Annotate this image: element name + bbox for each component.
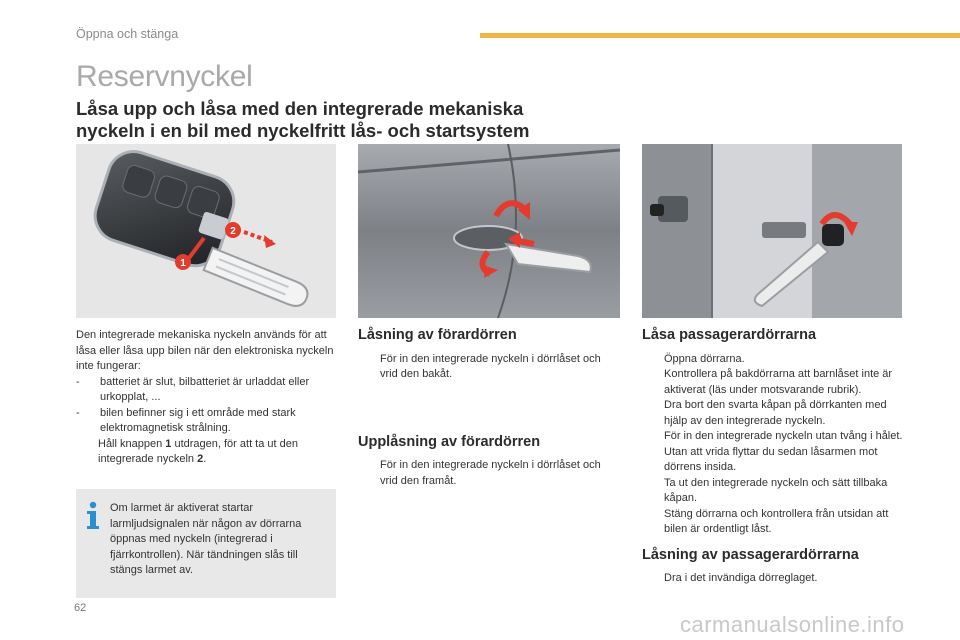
list-item: För in den integrerade nyckeln utan tvång i hålet. Utan att vrida flyttar du sedan låsarmen mot dörrens insida. bbox=[664, 430, 903, 473]
section-heading: Låsa passagerardörrarna bbox=[642, 327, 817, 343]
passenger-door-illustration bbox=[642, 144, 902, 318]
list-item: Kontrollera på bakdörrarna att barnlåset inte är aktiverat (läs under motsvarande rubrik). bbox=[664, 368, 893, 396]
list-item: Dra i det invändiga dörreglaget. bbox=[664, 572, 818, 584]
info-box bbox=[76, 489, 336, 598]
driver-door-column bbox=[358, 328, 620, 489]
section-heading: Upplåsning av förardörren bbox=[358, 433, 541, 450]
intro-text: Den integrerade mekaniska nyckeln används för att låsa eller låsa upp bilen när den elektroniska nyckeln inte fungerar: bbox=[76, 329, 334, 372]
passenger-door-column bbox=[642, 328, 904, 587]
section-heading: Låsning av passagerardörrarna bbox=[642, 546, 859, 563]
list-item: För in den integrerade nyckeln i dörrlåset och vrid den bakåt. bbox=[380, 352, 601, 380]
driver-door-illustration bbox=[358, 144, 620, 318]
callout-1: 1 bbox=[180, 258, 186, 269]
list-item: Öppna dörrarna. bbox=[664, 352, 745, 365]
page-title: Reservnyckel bbox=[76, 60, 253, 93]
list-item: Ta ut den integrerade nyckeln och sätt tillbaka kåpan. bbox=[664, 476, 888, 504]
list-item: För in den integrerade nyckeln i dörrlåset och vrid den framåt. bbox=[380, 459, 601, 487]
watermark: carmanualsonline.info bbox=[680, 612, 905, 637]
list-item: - batteriet är slut, bilbatteriet är urladdat eller urkopplat, ... bbox=[76, 375, 310, 403]
callout-2: 2 bbox=[230, 226, 236, 237]
list-item: Stäng dörrarna och kontrollera från utsidan att bilen är ordentligt låst. bbox=[664, 507, 889, 535]
page-number: 62 bbox=[74, 602, 87, 614]
page-subtitle: Låsa upp och låsa med den integrerade mekaniska nyckeln i en bil med nyckelfritt lås- och startsystem bbox=[76, 98, 530, 141]
chapter-title: Öppna och stänga bbox=[76, 27, 179, 41]
key-fob-illustration bbox=[76, 144, 336, 318]
header-accent-bar bbox=[480, 33, 960, 38]
list-item: Håll knappen 1 utdragen, för att ta ut den integrerade nyckeln 2. bbox=[98, 437, 298, 465]
info-text: Om larmet är aktiverat startar larmljudsignalen när någon av dörrarna öppnas med nyckeln (integrerad i fjärrkontrollen). När tändningen slås till stängs larmet av. bbox=[110, 502, 302, 576]
section-heading: Låsning av förardörren bbox=[358, 327, 517, 343]
info-icon bbox=[86, 501, 100, 531]
intro-column bbox=[76, 328, 338, 468]
list-item: - bilen befinner sig i ett område med stark elektromagnetisk strålning. bbox=[76, 406, 296, 434]
list-item: Dra bort den svarta kåpan på dörrkanten med hjälp av den integrerade nyckeln. bbox=[664, 399, 887, 427]
